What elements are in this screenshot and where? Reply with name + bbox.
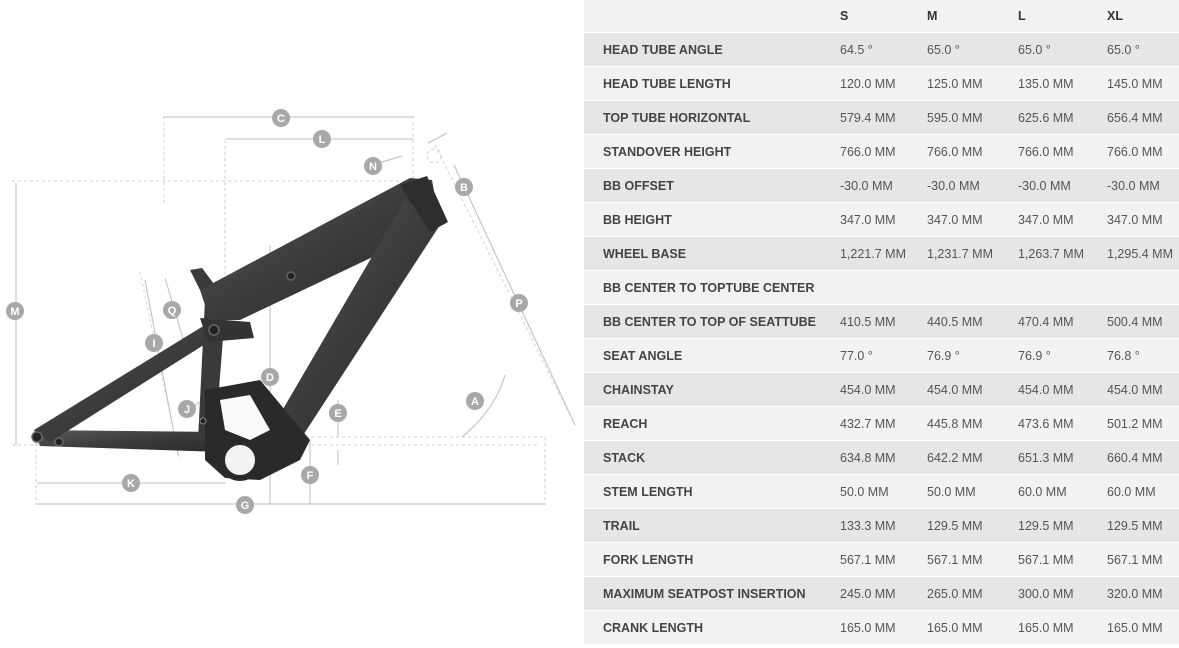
- measure-label-k: [122, 474, 140, 492]
- cell-m: [927, 271, 1018, 305]
- cell-xl: 165.0 MM: [1107, 611, 1179, 645]
- cell-l: [1018, 271, 1107, 305]
- cell-s: 120.0 MM: [840, 67, 927, 101]
- frame: [32, 176, 448, 480]
- cell-l: 129.5 MM: [1018, 509, 1107, 543]
- table-row: [584, 271, 1179, 305]
- table-row: [584, 305, 1179, 339]
- row-label: FORK LENGTH: [584, 543, 840, 577]
- cell-m: 766.0 MM: [927, 135, 1018, 169]
- cell-m: 50.0 MM: [927, 475, 1018, 509]
- row-label: REACH: [584, 407, 840, 441]
- cell-xl: 65.0 °: [1107, 33, 1179, 67]
- cell-m: 76.9 °: [927, 339, 1018, 373]
- table-header-label: [584, 0, 840, 33]
- measure-label-p: [510, 294, 528, 312]
- cell-l: 60.0 MM: [1018, 475, 1107, 509]
- cell-s: [840, 271, 927, 305]
- cell-s: 165.0 MM: [840, 611, 927, 645]
- cell-m: 129.5 MM: [927, 509, 1018, 543]
- measure-label-j: [178, 400, 196, 418]
- cell-xl: -30.0 MM: [1107, 169, 1179, 203]
- measure-label-e: [329, 404, 347, 422]
- cell-l: 766.0 MM: [1018, 135, 1107, 169]
- cell-s: 133.3 MM: [840, 509, 927, 543]
- cell-l: 625.6 MM: [1018, 101, 1107, 135]
- cell-m: -30.0 MM: [927, 169, 1018, 203]
- geometry-table: [584, 0, 1179, 644]
- cell-m: 445.8 MM: [927, 407, 1018, 441]
- table-header-size-l: L: [1018, 0, 1107, 33]
- cell-m: 440.5 MM: [927, 305, 1018, 339]
- cell-m: 595.0 MM: [927, 101, 1018, 135]
- svg-text:A: A: [471, 396, 479, 408]
- cell-s: 579.4 MM: [840, 101, 927, 135]
- cell-xl: 60.0 MM: [1107, 475, 1179, 509]
- cell-xl: 320.0 MM: [1107, 577, 1179, 611]
- cell-l: 300.0 MM: [1018, 577, 1107, 611]
- svg-text:J: J: [183, 404, 191, 416]
- table-row: [584, 135, 1179, 169]
- svg-text:C: C: [277, 113, 285, 125]
- cell-s: 1,221.7 MM: [840, 237, 927, 271]
- svg-text:K: K: [127, 478, 135, 490]
- row-label: WHEEL BASE: [584, 237, 840, 271]
- cell-m: 642.2 MM: [927, 441, 1018, 475]
- cell-xl: 1,295.4 MM: [1107, 237, 1179, 271]
- row-label: HEAD TUBE LENGTH: [584, 67, 840, 101]
- row-label: TOP TUBE HORIZONTAL: [584, 101, 840, 135]
- cell-l: 470.4 MM: [1018, 305, 1107, 339]
- cell-l: 65.0 °: [1018, 33, 1107, 67]
- cell-l: 651.3 MM: [1018, 441, 1107, 475]
- svg-text:G: G: [240, 500, 250, 512]
- table-header-row: [584, 0, 1179, 33]
- row-label: TRAIL: [584, 509, 840, 543]
- geometry-diagram: [0, 0, 584, 648]
- table-header-size-s: S: [840, 0, 927, 33]
- cell-s: 245.0 MM: [840, 577, 927, 611]
- row-label: BB OFFSET: [584, 169, 840, 203]
- svg-text:P: P: [515, 298, 523, 310]
- cell-l: 76.9 °: [1018, 339, 1107, 373]
- cell-xl: 347.0 MM: [1107, 203, 1179, 237]
- cell-m: 165.0 MM: [927, 611, 1018, 645]
- table-row: [584, 441, 1179, 475]
- cell-s: 64.5 °: [840, 33, 927, 67]
- cell-s: 432.7 MM: [840, 407, 927, 441]
- cell-s: 410.5 MM: [840, 305, 927, 339]
- svg-text:F: F: [306, 470, 314, 482]
- cell-l: 473.6 MM: [1018, 407, 1107, 441]
- table-row: [584, 509, 1179, 543]
- measure-label-d: [261, 368, 279, 386]
- cell-xl: 766.0 MM: [1107, 135, 1179, 169]
- table-row: [584, 67, 1179, 101]
- cell-m: 65.0 °: [927, 33, 1018, 67]
- cell-s: 347.0 MM: [840, 203, 927, 237]
- cell-xl: 660.4 MM: [1107, 441, 1179, 475]
- cell-l: 454.0 MM: [1018, 373, 1107, 407]
- measure-label-n: [364, 157, 382, 175]
- cell-m: 265.0 MM: [927, 577, 1018, 611]
- row-label: CHAINSTAY: [584, 373, 840, 407]
- table-row: [584, 577, 1179, 611]
- cell-s: 766.0 MM: [840, 135, 927, 169]
- cell-l: 135.0 MM: [1018, 67, 1107, 101]
- table-row: [584, 475, 1179, 509]
- cell-xl: 129.5 MM: [1107, 509, 1179, 543]
- cell-m: 347.0 MM: [927, 203, 1018, 237]
- measure-label-g: [236, 496, 254, 514]
- measure-label-m: [6, 302, 24, 320]
- cell-xl: 656.4 MM: [1107, 101, 1179, 135]
- row-label: STEM LENGTH: [584, 475, 840, 509]
- cell-l: 165.0 MM: [1018, 611, 1107, 645]
- row-label: BB CENTER TO TOPTUBE CENTER: [584, 271, 840, 305]
- cell-m: 454.0 MM: [927, 373, 1018, 407]
- cell-s: -30.0 MM: [840, 169, 927, 203]
- cell-xl: [1107, 271, 1179, 305]
- measure-label-q: [163, 301, 181, 319]
- svg-text:L: L: [318, 134, 326, 146]
- cell-l: -30.0 MM: [1018, 169, 1107, 203]
- cell-s: 567.1 MM: [840, 543, 927, 577]
- row-label: MAXIMUM SEATPOST INSERTION: [584, 577, 840, 611]
- table-row: [584, 237, 1179, 271]
- svg-text:I: I: [152, 338, 156, 350]
- row-label: HEAD TUBE ANGLE: [584, 33, 840, 67]
- cell-xl: 567.1 MM: [1107, 543, 1179, 577]
- cell-xl: 76.8 °: [1107, 339, 1179, 373]
- cell-m: 125.0 MM: [927, 67, 1018, 101]
- cell-xl: 500.4 MM: [1107, 305, 1179, 339]
- cell-xl: 454.0 MM: [1107, 373, 1179, 407]
- cell-l: 1,263.7 MM: [1018, 237, 1107, 271]
- measure-label-l: [313, 130, 331, 148]
- table-row: [584, 169, 1179, 203]
- table-row: [584, 543, 1179, 577]
- table-header-size-m: M: [927, 0, 1018, 33]
- row-label: STANDOVER HEIGHT: [584, 135, 840, 169]
- row-label: BB CENTER TO TOP OF SEATTUBE: [584, 305, 840, 339]
- measure-label-c: [272, 109, 290, 127]
- cell-s: 454.0 MM: [840, 373, 927, 407]
- row-label: STACK: [584, 441, 840, 475]
- cell-l: 567.1 MM: [1018, 543, 1107, 577]
- cell-l: 347.0 MM: [1018, 203, 1107, 237]
- cell-m: 1,231.7 MM: [927, 237, 1018, 271]
- table-row: [584, 101, 1179, 135]
- table-row: [584, 373, 1179, 407]
- measure-label-a: [466, 392, 484, 410]
- cell-xl: 501.2 MM: [1107, 407, 1179, 441]
- cell-s: 77.0 °: [840, 339, 927, 373]
- table-header-size-xl: XL: [1107, 0, 1179, 33]
- cell-xl: 145.0 MM: [1107, 67, 1179, 101]
- measure-label-i: [145, 334, 163, 352]
- cell-s: 634.8 MM: [840, 441, 927, 475]
- measure-label-f: [301, 466, 319, 484]
- table-row: [584, 339, 1179, 373]
- bike-frame-drawing: [0, 0, 584, 648]
- cell-s: 50.0 MM: [840, 475, 927, 509]
- table-row: [584, 407, 1179, 441]
- svg-text:D: D: [266, 372, 274, 384]
- table-row: [584, 33, 1179, 67]
- table-row: [584, 611, 1179, 645]
- svg-text:Q: Q: [167, 305, 177, 317]
- row-label: CRANK LENGTH: [584, 611, 840, 645]
- table-row: [584, 203, 1179, 237]
- row-label: BB HEIGHT: [584, 203, 840, 237]
- measure-label-b: [455, 178, 473, 196]
- svg-text:N: N: [369, 161, 377, 173]
- svg-text:B: B: [460, 182, 468, 194]
- row-label: SEAT ANGLE: [584, 339, 840, 373]
- cell-m: 567.1 MM: [927, 543, 1018, 577]
- svg-text:E: E: [334, 408, 342, 420]
- svg-text:M: M: [10, 306, 20, 318]
